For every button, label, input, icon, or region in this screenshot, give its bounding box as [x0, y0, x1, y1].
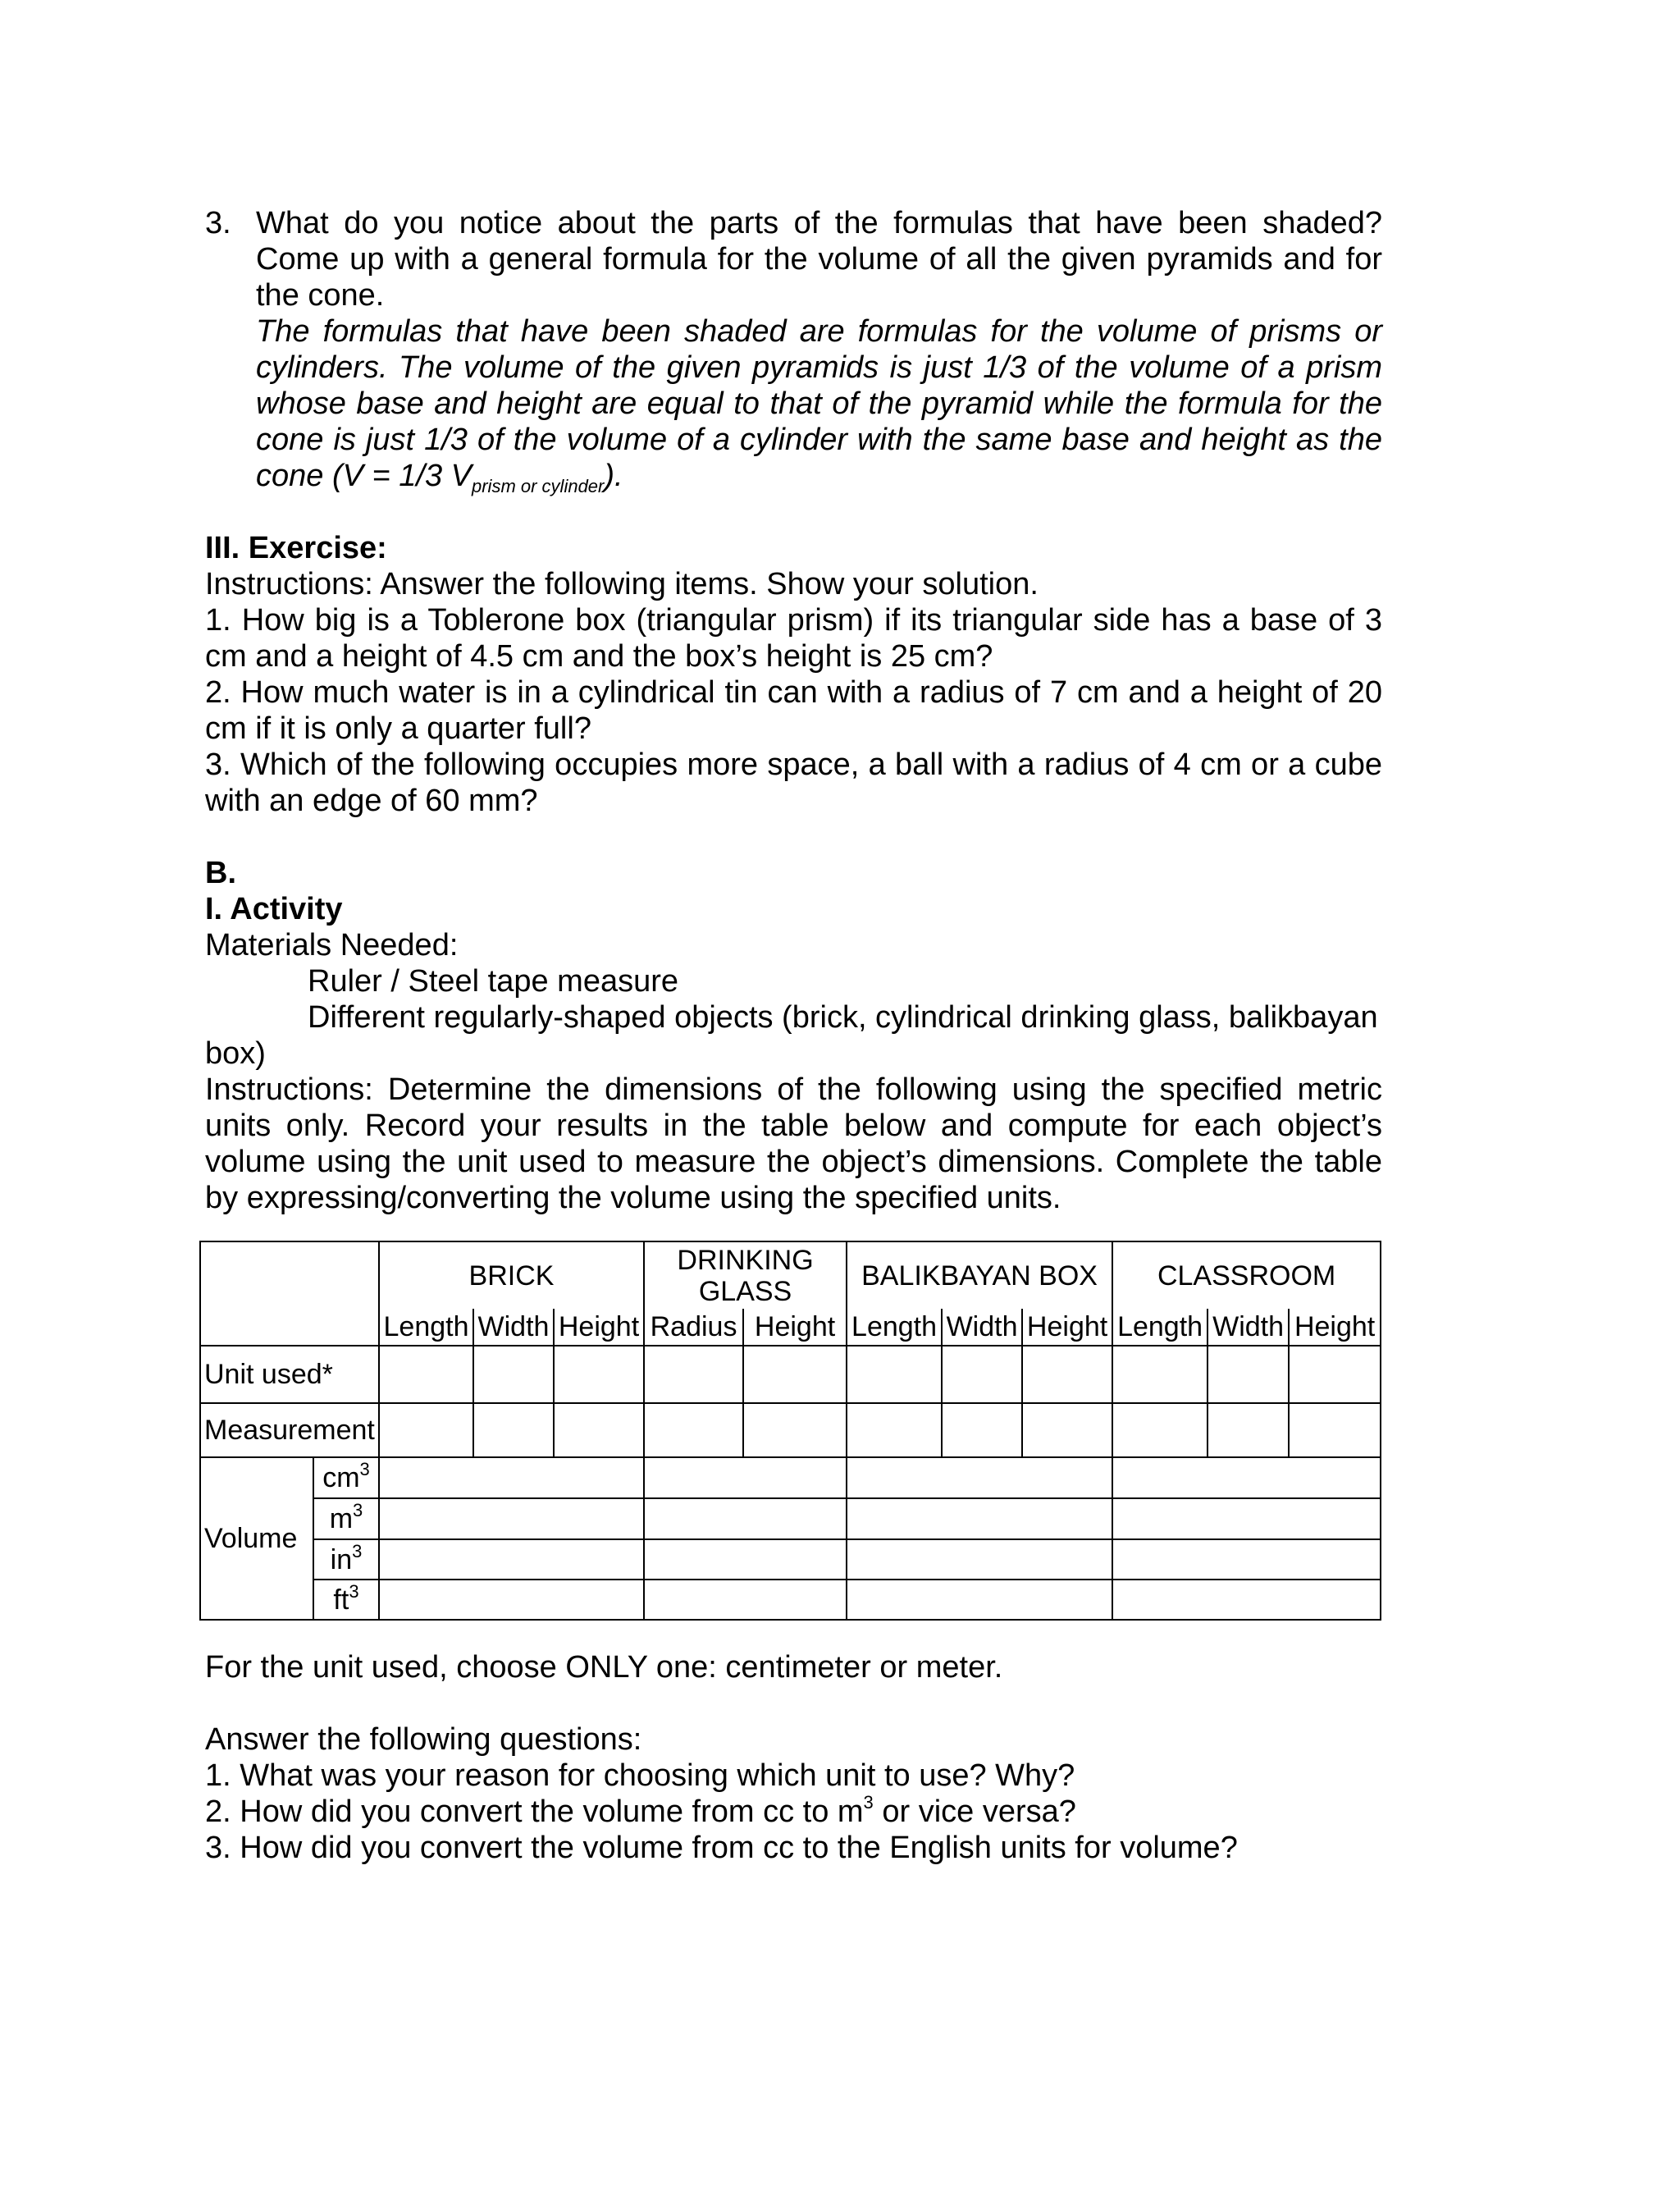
question-item: 1. What was your reason for choosing which unit to use? Why?: [205, 1758, 1075, 1793]
row-label-measurement: Measurement: [200, 1403, 379, 1457]
question-item: 2. How did you convert the volume from cc to $m^3$ or vice versa?: [205, 1792, 1076, 1829]
subheader-cell: Length: [379, 1309, 473, 1346]
volume-unit-in3: $in^3$: [313, 1539, 379, 1580]
subheader-cell: Width: [942, 1309, 1022, 1346]
input-cell[interactable]: [644, 1403, 743, 1457]
activity-heading: I. Activity: [205, 892, 343, 926]
input-cell[interactable]: [379, 1457, 644, 1498]
after-table-content: [205, 1649, 1382, 1866]
questions-intro: Answer the following questions:: [205, 1722, 642, 1757]
input-cell[interactable]: [1112, 1539, 1381, 1580]
subheader-cell: Width: [473, 1309, 554, 1346]
answer-main-text: The formulas that have been shaded are formulas for the volume of prisms or cylinders. The volume of the given pyramids is just 1/3 of the volume of a prism whose base and height are equal to that of the pyramid while the formula for the cone is just 1/3 of the volume of a cylinder with the same base and height as the cone (V = 1/3 V: [256, 314, 1382, 493]
exercise-item: 3. Which of the following occupies more space, a ball with a radius of 4 cm or a cube with an edge of 60 mm?: [205, 748, 1382, 818]
subheader-cell: Height: [743, 1309, 847, 1346]
question-3-text: What do you notice about the parts of the formulas that have been shaded? Come up with a general formula for the volume of all the given pyramids and for the cone.: [256, 206, 1382, 313]
input-cell[interactable]: [847, 1346, 942, 1403]
question-3-block: [205, 205, 1382, 494]
input-cell[interactable]: [644, 1580, 847, 1620]
question-item: 3. How did you convert the volume from cc to the English units for volume?: [205, 1831, 1238, 1865]
input-cell[interactable]: [554, 1403, 644, 1457]
table-corner-cell: [200, 1241, 379, 1346]
subheader-cell: Height: [554, 1309, 644, 1346]
input-cell[interactable]: [1112, 1346, 1208, 1403]
input-cell[interactable]: [644, 1539, 847, 1580]
volume-unit-ft3: $ft^3$: [313, 1580, 379, 1620]
header-brick: BRICK: [379, 1241, 644, 1309]
materials-label: Materials Needed:: [205, 928, 459, 962]
input-cell[interactable]: [379, 1498, 644, 1539]
header-balikbayan-box: BALIKBAYAN BOX: [847, 1241, 1112, 1309]
subheader-cell: Height: [1022, 1309, 1112, 1346]
volume-unit-m3: $m^3$: [313, 1498, 379, 1539]
input-cell[interactable]: [942, 1403, 1022, 1457]
input-cell[interactable]: [1208, 1346, 1289, 1403]
exercise-item: 2. How much water is in a cylindrical tin can with a radius of 7 cm and a height of 20 cm if it is only a quarter full?: [205, 675, 1382, 746]
input-cell[interactable]: [1022, 1403, 1112, 1457]
input-cell[interactable]: [1112, 1580, 1381, 1620]
input-cell[interactable]: [847, 1498, 1112, 1539]
input-cell[interactable]: [1112, 1403, 1208, 1457]
subheader-cell: Length: [847, 1309, 942, 1346]
input-cell[interactable]: [379, 1403, 473, 1457]
subheader-cell: Radius: [644, 1309, 743, 1346]
input-cell[interactable]: [644, 1498, 847, 1539]
material-item: Ruler / Steel tape measure: [308, 964, 679, 999]
input-cell[interactable]: [847, 1457, 1112, 1498]
input-cell[interactable]: [379, 1580, 644, 1620]
input-cell[interactable]: [1289, 1403, 1381, 1457]
exercise-heading: III. Exercise:: [205, 531, 387, 565]
answer-subscript: prism or cylinder: [472, 476, 605, 496]
input-cell[interactable]: [1208, 1403, 1289, 1457]
input-cell[interactable]: [473, 1346, 554, 1403]
input-cell[interactable]: [847, 1580, 1112, 1620]
input-cell[interactable]: [379, 1346, 473, 1403]
row-label-volume: Volume: [200, 1457, 313, 1620]
measurement-table: [199, 1241, 1381, 1621]
input-cell[interactable]: [1022, 1346, 1112, 1403]
input-cell[interactable]: [644, 1346, 743, 1403]
exercise-instructions: Instructions: Answer the following items. Show your solution.: [205, 567, 1039, 601]
volume-unit-cm3: $cm^3$: [313, 1457, 379, 1498]
input-cell[interactable]: [379, 1539, 644, 1580]
subheader-cell: Length: [1112, 1309, 1208, 1346]
input-cell[interactable]: [1112, 1457, 1381, 1498]
question-3-answer: [256, 313, 1382, 494]
activity-instructions: Instructions: Determine the dimensions of the following using the specified metric units only. Record your results in the table below and compute for each object’s volume using the unit used to measure the object’s dimensions. Complete the table by expressing/converting the volume using the specified units.: [205, 1072, 1382, 1215]
answer-end-text: ).: [604, 459, 623, 493]
input-cell[interactable]: [1112, 1498, 1381, 1539]
subheader-cell: Height: [1289, 1309, 1381, 1346]
header-classroom: CLASSROOM: [1112, 1241, 1381, 1309]
material-item: Different regularly-shaped objects (brick, cylindrical drinking glass, balikbayan: [308, 1000, 1378, 1035]
input-cell[interactable]: [743, 1346, 847, 1403]
input-cell[interactable]: [942, 1346, 1022, 1403]
question-3-number: 3.: [205, 206, 231, 240]
material-wrap: box): [205, 1036, 266, 1071]
input-cell[interactable]: [644, 1457, 847, 1498]
subheader-cell: Width: [1208, 1309, 1289, 1346]
unit-footnote: For the unit used, choose ONLY one: centimeter or meter.: [205, 1650, 1003, 1685]
input-cell[interactable]: [554, 1346, 644, 1403]
input-cell[interactable]: [473, 1403, 554, 1457]
header-drinking-glass: DRINKING GLASS: [644, 1241, 847, 1309]
input-cell[interactable]: [847, 1403, 942, 1457]
exercise-item: 1. How big is a Toblerone box (triangular prism) if its triangular side has a base of 3 cm and a height of 4.5 cm and the box’s height is 25 cm?: [205, 603, 1382, 674]
page-content: [205, 205, 1382, 1216]
section-b-label: B.: [205, 856, 236, 890]
input-cell[interactable]: [847, 1539, 1112, 1580]
row-label-unit-used: Unit used*: [200, 1346, 379, 1403]
input-cell[interactable]: [743, 1403, 847, 1457]
input-cell[interactable]: [1289, 1346, 1381, 1403]
